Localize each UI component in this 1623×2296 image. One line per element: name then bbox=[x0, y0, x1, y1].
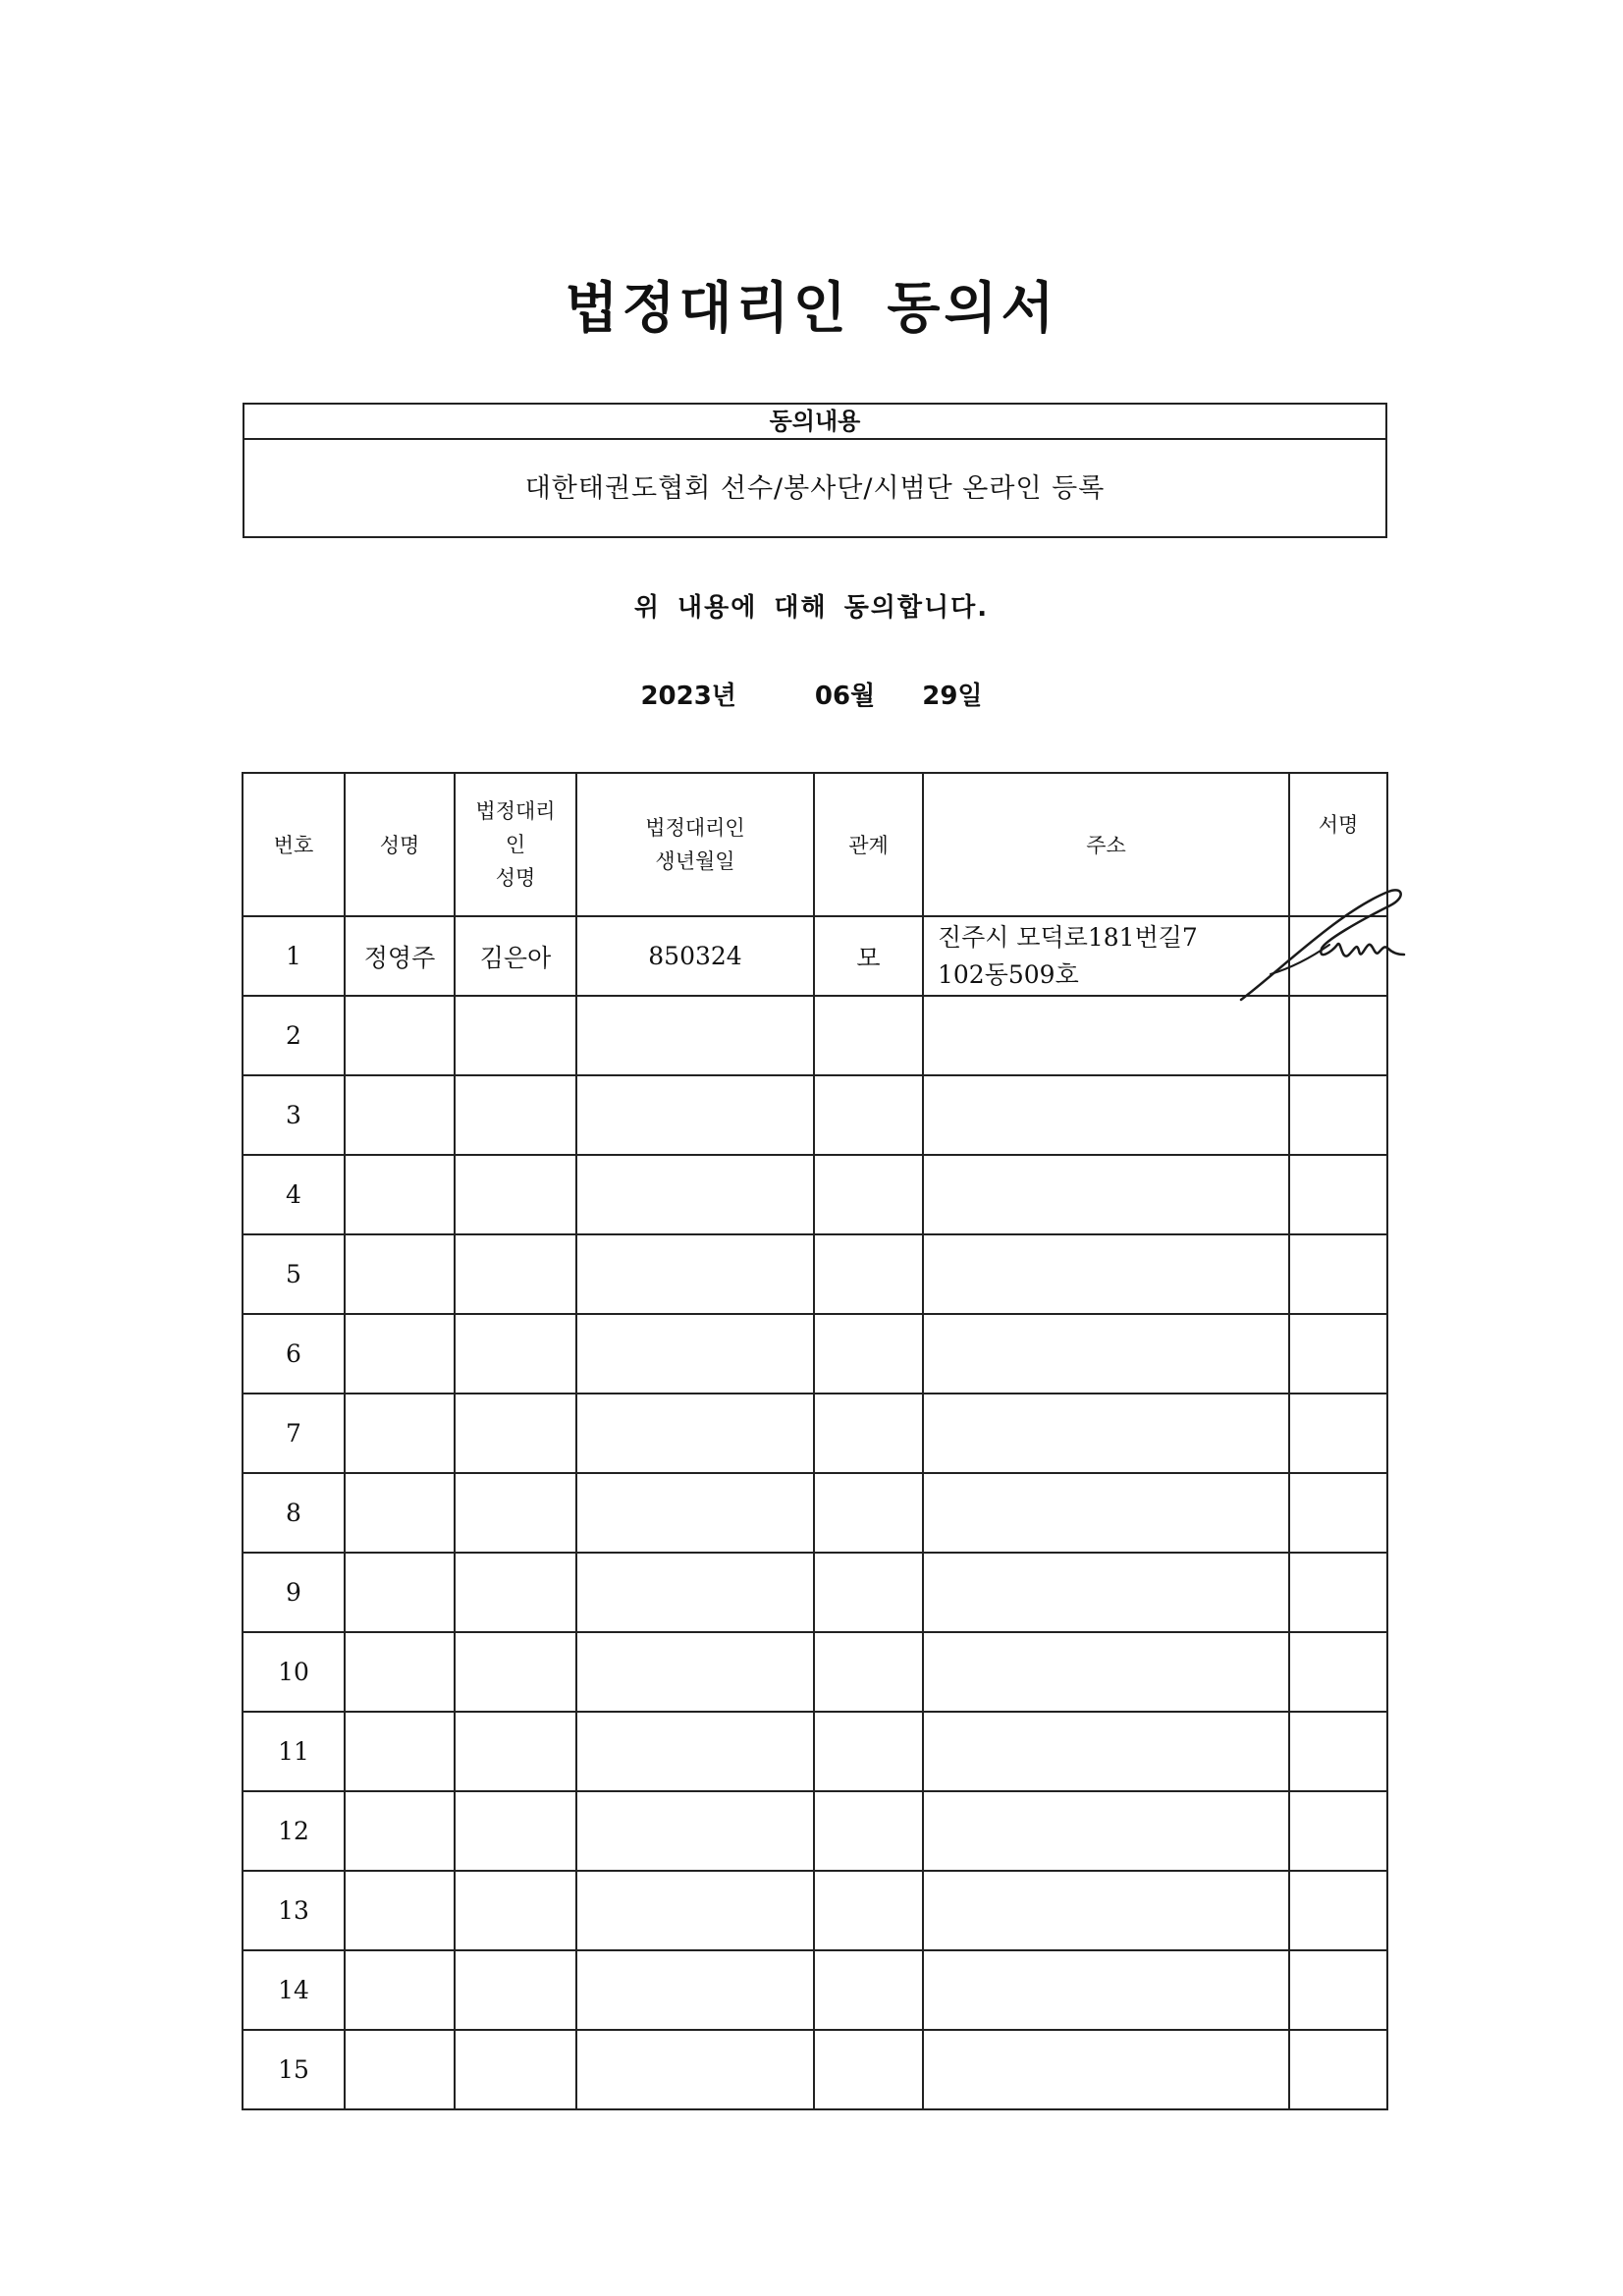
table-row bbox=[243, 1950, 1387, 2030]
table-row bbox=[243, 1791, 1387, 1871]
document-title: 법정대리인 동의서 bbox=[565, 277, 1058, 341]
row-number: 2 bbox=[243, 996, 345, 1075]
row-number: 6 bbox=[243, 1314, 345, 1394]
header-guardian-birth-line1: 법정대리인 bbox=[645, 816, 745, 840]
row-number: 15 bbox=[243, 2030, 345, 2109]
table-row bbox=[243, 1871, 1387, 1950]
table-row bbox=[243, 1394, 1387, 1473]
row-number: 9 bbox=[243, 1553, 345, 1632]
row-number: 11 bbox=[243, 1712, 345, 1791]
row-number: 4 bbox=[243, 1155, 345, 1234]
header-guardian-name bbox=[455, 773, 576, 916]
row-address-line1: 진주시 모덕로181번길7 bbox=[938, 922, 1198, 952]
row-number: 12 bbox=[243, 1791, 345, 1871]
row-number: 8 bbox=[243, 1473, 345, 1553]
row-signature bbox=[1289, 916, 1387, 996]
table-header-row bbox=[243, 773, 1387, 916]
date-month: 06월 bbox=[814, 682, 876, 711]
row-number: 1 bbox=[243, 916, 345, 996]
row-number: 10 bbox=[243, 1632, 345, 1712]
table-row bbox=[243, 1712, 1387, 1791]
header-address: 주소 bbox=[923, 773, 1289, 916]
table-row bbox=[243, 1314, 1387, 1394]
consent-box bbox=[243, 403, 1387, 538]
header-guardian-birth-line2: 생년월일 bbox=[655, 849, 735, 873]
header-relation: 관계 bbox=[814, 773, 923, 916]
date-year: 2023년 bbox=[640, 682, 736, 711]
row-number: 3 bbox=[243, 1075, 345, 1155]
table-row bbox=[243, 916, 1387, 996]
table-row bbox=[243, 1473, 1387, 1553]
table-row bbox=[243, 1075, 1387, 1155]
consent-header: 동의내용 bbox=[244, 405, 1385, 440]
table-row bbox=[243, 996, 1387, 1075]
header-name: 성명 bbox=[345, 773, 455, 916]
table-row bbox=[243, 1553, 1387, 1632]
signing-date bbox=[0, 676, 1623, 712]
handwritten-signature bbox=[1231, 872, 1418, 1010]
date-day: 29일 bbox=[922, 682, 983, 711]
header-signature: 서명 bbox=[1289, 773, 1387, 916]
row-relation: 모 bbox=[814, 916, 923, 996]
header-guardian-name-line2: 인 bbox=[505, 833, 526, 856]
consent-content: 대한태권도협회 선수/봉사단/시범단 온라인 등록 bbox=[524, 473, 1106, 504]
header-guardian-birth bbox=[576, 773, 814, 916]
table-row bbox=[243, 2030, 1387, 2109]
table-row bbox=[243, 1632, 1387, 1712]
row-name: 정영주 bbox=[345, 916, 455, 996]
guardian-roster-table bbox=[242, 772, 1388, 2110]
agree-statement: 위 내용에 대해 동의합니다. bbox=[633, 593, 990, 623]
table-row bbox=[243, 1234, 1387, 1314]
row-guardian-birth: 850324 bbox=[576, 916, 814, 996]
row-number: 7 bbox=[243, 1394, 345, 1473]
row-address-line2: 102동509호 bbox=[938, 959, 1079, 989]
row-number: 14 bbox=[243, 1950, 345, 2030]
header-guardian-name-line1: 법정대리 bbox=[475, 799, 556, 823]
row-number: 13 bbox=[243, 1871, 345, 1950]
row-guardian-name: 김은아 bbox=[455, 916, 576, 996]
row-number: 5 bbox=[243, 1234, 345, 1314]
table-row bbox=[243, 1155, 1387, 1234]
header-number: 번호 bbox=[243, 773, 345, 916]
header-guardian-name-line3: 성명 bbox=[495, 866, 536, 890]
